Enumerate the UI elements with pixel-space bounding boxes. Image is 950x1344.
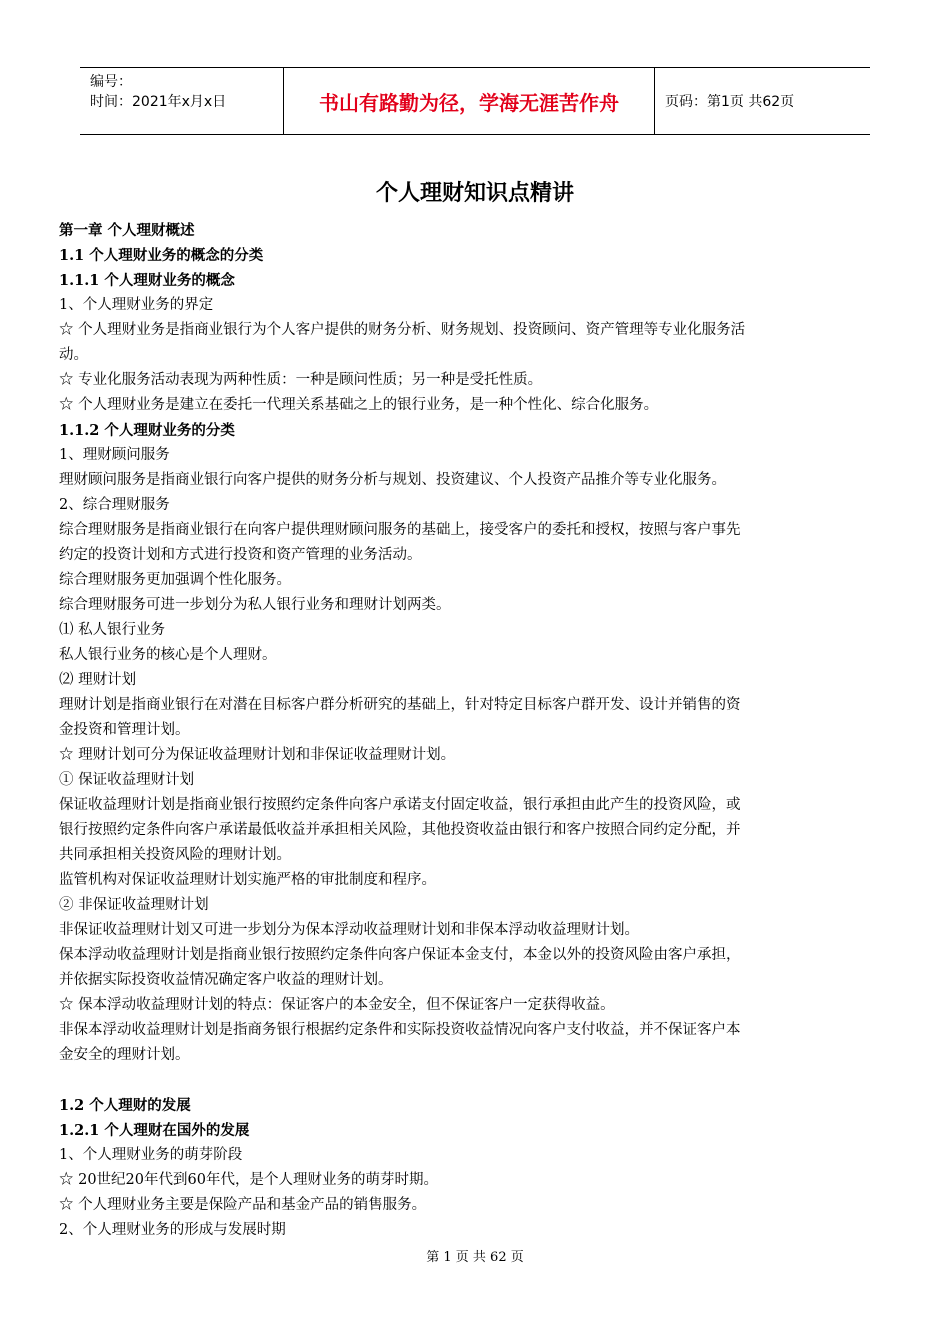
body-line: 综合理财服务可进一步划分为私人银行业务和理财计划两类。 — [59, 597, 451, 613]
header-number: 编号： — [90, 74, 132, 90]
section-heading: 1.2 个人理财的发展 — [59, 1097, 191, 1114]
body-line: 1、个人理财业务的界定 — [59, 297, 214, 313]
document-body — [59, 218, 889, 1243]
page-header — [80, 67, 870, 135]
header-page-info: 页码：第1页 共62页 — [665, 94, 795, 110]
body-line: ☆ 个人理财业务主要是保险产品和基金产品的销售服务。 — [59, 1197, 427, 1213]
body-line: 理财顾问服务是指商业银行向客户提供的财务分析与规划、投资建议、个人投资产品推介等专业化服务。 — [59, 472, 726, 488]
body-line — [59, 1068, 889, 1093]
body-line: ② 非保证收益理财计划 — [59, 897, 209, 913]
body-line: 非保本浮动收益理财计划是指商务银行根据约定条件和实际投资收益情况向客户支付收益，并不保证客户本 — [59, 1022, 741, 1038]
body-line: 2、综合理财服务 — [59, 497, 170, 513]
header-left-cell — [80, 68, 283, 134]
header-date: 时间：2021年x月x日 — [90, 94, 227, 110]
body-line: ☆ 专业化服务活动表现为两种性质：一种是顾问性质；另一种是受托性质。 — [59, 372, 543, 388]
body-line: 保本浮动收益理财计划是指商业银行按照约定条件向客户保证本金支付，本金以外的投资风险由客户承担， — [59, 947, 741, 963]
body-line: ☆ 20世纪20年代到60年代，是个人理财业务的萌芽时期。 — [59, 1172, 438, 1188]
body-line: ☆ 个人理财业务是指商业银行为个人客户提供的财务分析、财务规划、投资顾问、资产管理等专业化服务活 — [59, 322, 746, 338]
body-line: 并依据实际投资收益情况确定客户收益的理财计划。 — [59, 972, 393, 988]
body-line: 理财计划是指商业银行在对潜在目标客户群分析研究的基础上，针对特定目标客户群开发、设计并销售的资 — [59, 697, 741, 713]
body-line: ☆ 个人理财业务是建立在委托一代理关系基础之上的银行业务，是一种个性化、综合化服务。 — [59, 397, 659, 413]
document-title: 个人理财知识点精讲 — [375, 181, 574, 206]
body-line: 非保证收益理财计划又可进一步划分为保本浮动收益理财计划和非保本浮动收益理财计划。 — [59, 922, 639, 938]
body-line: 银行按照约定条件向客户承诺最低收益并承担相关风险，其他投资收益由银行和客户按照合同约定分配，并 — [59, 822, 741, 838]
body-line: ⑵ 理财计划 — [59, 672, 137, 688]
section-heading: 第一章 个人理财概述 — [59, 222, 195, 239]
body-line: 综合理财服务是指商业银行在向客户提供理财顾问服务的基础上，接受客户的委托和授权，按照与客户事先 — [59, 522, 741, 538]
section-heading: 1.2.1 个人理财在国外的发展 — [59, 1122, 250, 1139]
header-motto: 书山有路勤为径，学海无涯苦作舟 — [283, 68, 655, 134]
body-line: 约定的投资计划和方式进行投资和资产管理的业务活动。 — [59, 547, 422, 563]
section-heading: 1.1 个人理财业务的概念的分类 — [59, 247, 264, 264]
body-line: ⑴ 私人银行业务 — [59, 622, 166, 638]
body-line: 动。 — [59, 347, 88, 363]
body-line: 1、理财顾问服务 — [59, 447, 170, 463]
body-line: ☆ 保本浮动收益理财计划的特点：保证客户的本金安全，但不保证客户一定获得收益。 — [59, 997, 615, 1013]
section-heading: 1.1.2 个人理财业务的分类 — [59, 422, 235, 439]
page-footer: 第 1 页 共 62 页 — [426, 1250, 524, 1265]
body-line: 2、个人理财业务的形成与发展时期 — [59, 1222, 286, 1238]
body-line: 综合理财服务更加强调个性化服务。 — [59, 572, 291, 588]
body-line: 1、个人理财业务的萌芽阶段 — [59, 1147, 243, 1163]
body-line: ① 保证收益理财计划 — [59, 772, 195, 788]
body-line: 金安全的理财计划。 — [59, 1047, 190, 1063]
body-line: 金投资和管理计划。 — [59, 722, 190, 738]
body-line: 共同承担相关投资风险的理财计划。 — [59, 847, 291, 863]
body-line: 监管机构对保证收益理财计划实施严格的审批制度和程序。 — [59, 872, 436, 888]
section-heading: 1.1.1 个人理财业务的概念 — [59, 272, 235, 289]
body-line: ☆ 理财计划可分为保证收益理财计划和非保证收益理财计划。 — [59, 747, 456, 763]
body-line: 私人银行业务的核心是个人理财。 — [59, 647, 277, 663]
body-line: 保证收益理财计划是指商业银行按照约定条件向客户承诺支付固定收益，银行承担由此产生的投资风险，或 — [59, 797, 741, 813]
